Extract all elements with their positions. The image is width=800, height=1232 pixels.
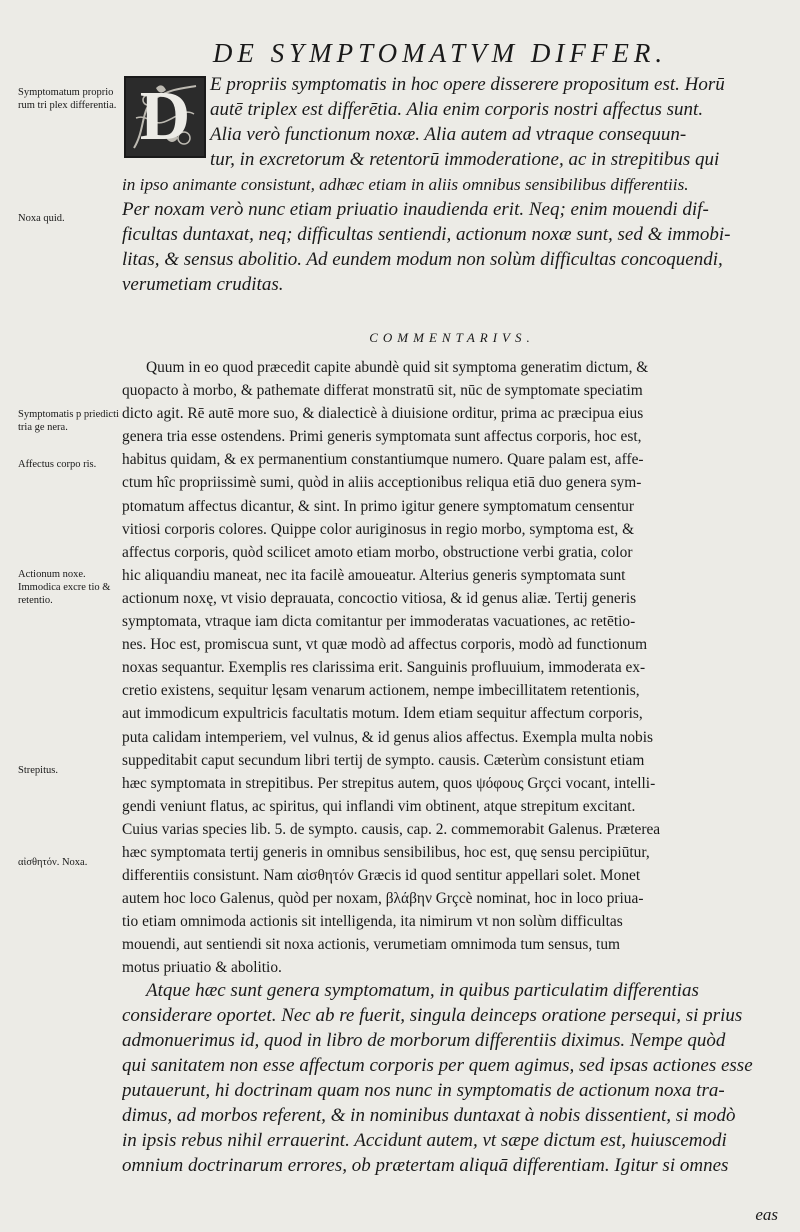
text-line: habitus quidam, & ex permanentium constantiumque numero. Quare palam est, affe-: [122, 451, 644, 469]
text-line: hæc symptomata tertij generis in omnibus sensibilibus, hoc est, quę sensu percipiūtur,: [122, 843, 650, 861]
closing-text: [122, 978, 782, 1178]
text-line: autem hoc loco Galenus, quòd per noxam, βλάβην Grçcè nominat, hoc in loco priua-: [122, 890, 644, 908]
text-line: differentiis consistunt. Nam αἰσθητόν Græcis id quod sentitur appellari solet. Monet: [122, 867, 641, 885]
margin-note: Symptomatum proprio rum tri plex differentia.: [18, 87, 117, 111]
text-line: nes. Hoc est, promiscua sunt, vt quæ modò ad affectus corporis, modò ad functionum: [122, 636, 648, 654]
text-line: aut immodicum expultricis facultatis motum. Idem etiam sequitur affectum corporis,: [122, 705, 643, 723]
text-line: dimus, ad morbos referent, & in nominibus duntaxat à nobis dissentient, si modò: [122, 1105, 736, 1126]
text-line: ctum hîc propriissimè sumi, quòd in aliis acceptionibus reliqua etiā duo genera sym-: [122, 474, 642, 492]
margin-note: Noxa quid.: [18, 213, 65, 224]
text-line: admonuerimus id, quod in libro de morborum differentiis diximus. Nempe quòd: [122, 1030, 726, 1051]
text-line: cretio existens, sequitur lęsam venarum actionem, nempe imbecillitatem retentionis,: [122, 682, 640, 700]
main-text: [122, 72, 782, 297]
catchword: eas: [755, 1205, 778, 1224]
margin-note: Symptomatis p priedicti tria ge nera.: [18, 409, 119, 433]
margin-note: αἰσθητόν. Noxa.: [18, 857, 88, 868]
commentary-text: [122, 356, 782, 980]
text-line: symptomata, vtraque iam dicta comitantur per immoderatas vacuationes, ac retētio-: [122, 613, 636, 631]
text-line: hæc symptomata in strepitibus. Per strepitus autem, quos ψόφους Grçci vocant, intelli-: [122, 774, 656, 792]
text-line: tur, in excretorum & retentorū immoderatione, ac in strepitibus qui: [210, 149, 720, 170]
running-head: DE SYMPTOMATVM DIFFER.: [212, 38, 668, 68]
text-line: vitiosi corporis colores. Quippe color auriginosus in regio morbo, symptoma est, &: [122, 520, 635, 538]
text-line: Per noxam verò nunc etiam priuatio inaudienda erit. Neq; enim mouendi dif-: [122, 199, 709, 220]
text-line: ptomatum affectus dicantur, & sint. In primo igitur genere symptomatum censentur: [122, 497, 635, 515]
text-line: Cuius varias species lib. 5. de sympto. causis, cap. 2. commemorabit Galenus. Præterea: [122, 820, 661, 838]
margin-note: Strepitus.: [18, 765, 58, 776]
text-line: litas, & sensus abolitio. Ad eundem modum non solùm difficultas concoquendi,: [122, 249, 723, 270]
margin-note: Affectus corpo ris.: [18, 459, 97, 470]
text-line: quopacto à morbo, & pathemate differat monstratū sit, nūc de symptomate speciatim: [122, 382, 643, 400]
text-line: E propriis symptomatis in hoc opere disserere propositum est. Horū: [210, 74, 725, 95]
text-line: considerare oportet. Nec ab re fuerit, singula deinceps oratione persequi, si prius: [122, 1005, 743, 1026]
margin-note: Actionum noxe. Immodica excre tio & retentio.: [18, 569, 111, 606]
initial-letter: D: [139, 78, 191, 155]
text-line: dicto agit. Rē autē more suo, & dialecticè à diuisione orditur, prima ac præcipua eius: [122, 405, 644, 423]
text-line: ficultas duntaxat, neq; difficultas sentiendi, actionum noxæ sunt, sed & immobi-: [122, 224, 731, 245]
text-line: gendi veniunt flatus, ac spiritus, qui inflandi vim obtinent, atque strepitum excitant.: [122, 797, 636, 815]
text-line: qui sanitatem non esse affectum corporis per quem agimus, sed ipsas actiones esse: [122, 1055, 753, 1076]
text-line: motus priuatio & abolitio.: [122, 959, 282, 977]
text-line: Quum in eo quod præcedit capite abundè quid sit symptoma generatim dictum, &: [146, 359, 649, 376]
text-line: verumetiam cruditas.: [122, 274, 284, 295]
text-line: tio etiam omnimoda actionis sit intelligenda, ita nimirum vt non solùm difficultas: [122, 913, 623, 931]
text-line: omnium doctrinarum errores, ob prætertam aliquā differentiam. Igitur si omnes: [122, 1155, 729, 1176]
text-line: hic aliquandiu maneat, nec ita facilè amoueatur. Alterius generis symptomata sunt: [122, 566, 626, 584]
text-line: putauerunt, hi doctrinam quam nos nunc in symptomatis de actionum noxa tra-: [122, 1080, 725, 1101]
text-line: autē triplex est differētia. Alia enim corporis nostri affectus sunt.: [210, 99, 704, 120]
text-line: suppeditabit caput secundum libri tertij de sympto. causis. Cæterùm consistunt etiam: [122, 751, 645, 769]
text-line: in ipsis rebus nihil errauerint. Accidunt autem, vt sæpe dictum est, huiuscemodi: [122, 1130, 727, 1151]
text-line: mouendi, aut sentiendi sit noxa actionis, verumetiam omnimoda tum sensus, tum: [122, 936, 620, 954]
text-line: puta calidam intemperiem, vel vulnus, & id genus alios affectus. Exempla multa nobis: [122, 728, 653, 746]
text-line: genera tria esse ostendens. Primi generis symptomata sunt affectus corporis, hoc est,: [122, 428, 642, 446]
text-line: Alia verò functionum noxæ. Alia autem ad vtraque consequun-: [210, 124, 687, 145]
text-line: noxas sequantur. Exemplis res clarissima erit. Sanguinis profluuium, immoderata ex-: [122, 659, 646, 677]
text-line: affectus corporis, quòd scilicet amoto etiam morbo, obstructione verbi gratia, color: [122, 543, 633, 561]
commentary-heading: COMMENTARIVS.: [369, 330, 535, 345]
text-line: in ipso animante consistunt, adhæc etiam in aliis omnibus sensibilibus differentiis.: [122, 175, 689, 194]
text-line: actionum noxę, vt visio deprauata, concoctio vitiosa, & id genus aliæ. Tertij generis: [122, 589, 637, 607]
text-line: Atque hæc sunt genera symptomatum, in quibus particulatim differentias: [146, 980, 699, 1001]
